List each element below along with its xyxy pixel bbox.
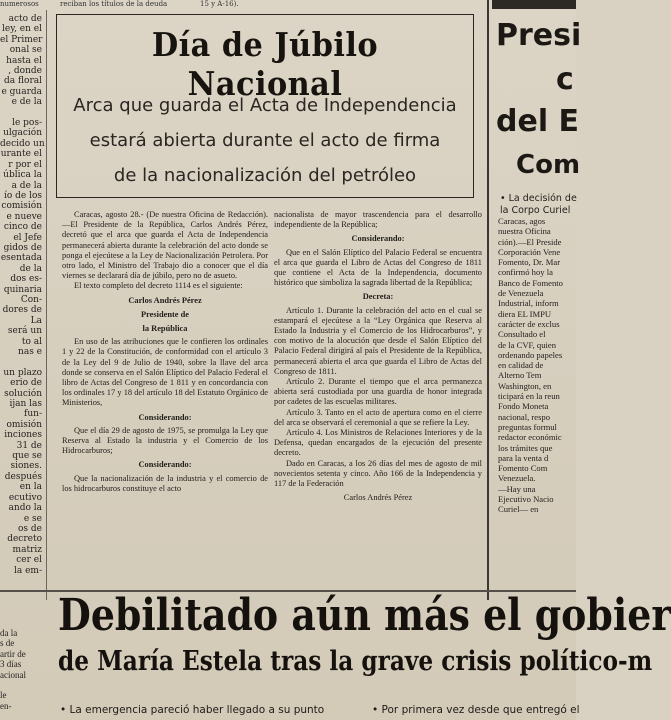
right-headline-1: Presi <box>496 18 582 53</box>
right-column-line: los trámites que <box>498 442 553 453</box>
left-column-line: , donde <box>8 66 42 77</box>
article-subheading: Considerando: <box>351 234 405 244</box>
bottom-headline: Debilitado aún más el gobier <box>58 590 671 641</box>
left-column-line: en la <box>19 482 42 493</box>
article-subheading: la República <box>142 324 188 334</box>
article-subheading: Presidente de <box>141 309 189 319</box>
left-column-line: ley, en el <box>1 24 42 35</box>
top-strip <box>0 0 340 12</box>
left-column-line: siones. <box>10 461 42 472</box>
right-headline-4: Com <box>516 150 581 180</box>
left-column-line <box>0 108 44 118</box>
right-column-line: preguntas formul <box>498 421 557 432</box>
left-lower-line: 3 días <box>0 659 22 670</box>
left-column-line: quinaria <box>3 284 42 295</box>
right-column-line: Industrial, inform <box>498 298 559 309</box>
right-headline-2: c <box>556 62 574 97</box>
left-column-line: da floral <box>4 76 42 87</box>
left-column-line: le pos- <box>12 118 42 129</box>
left-column-line: ública la <box>3 170 42 181</box>
article-subheading: Carlos Andrés Pérez <box>128 295 202 305</box>
right-column-line: Ejecutivo Nacio <box>498 494 554 505</box>
left-column-line: de la <box>19 263 42 274</box>
right-column-line: confirmó hoy la <box>498 267 553 278</box>
left-column-line: después <box>4 471 42 482</box>
left-column-line: solución <box>4 388 42 399</box>
left-column-line: ando la <box>8 503 42 514</box>
article-paragraph: Artículo 1. Durante la celebración del acto en el cual se estampará el ejecútese a la “Ley Orgánica que Reserva al Estado la Industria y el Comercio de los Hidrocarburos”, y con motivo de la alocución que desde el Salón Elíptico del Palacio Federal dirigirá al país el Presidente de la República, permanecerá abierta el arca que guarda el Libro de Actas del Congreso de 1811. <box>274 305 482 376</box>
right-column-line: de Venezuela <box>498 288 544 299</box>
left-column-line: decreto <box>7 534 42 545</box>
right-column-line: Curiel— en <box>498 504 539 515</box>
right-column-line: Alterno Tem <box>498 370 542 381</box>
left-column-line: a de la <box>11 180 42 191</box>
left-column-line: ío de los <box>3 190 42 201</box>
left-lower-column <box>0 628 44 720</box>
right-column-line: para la venta d <box>498 452 549 463</box>
left-column-line: ecutivo <box>8 492 42 503</box>
left-column-line: el Primer <box>0 34 43 45</box>
left-column-line: erio de <box>10 378 42 389</box>
left-column-line: decido un <box>0 138 45 149</box>
headline-subtitle-3: de la nacionalización del petróleo <box>113 165 417 186</box>
right-column-line: —Hay una <box>498 483 536 494</box>
right-column-line: en calidad de <box>498 360 544 371</box>
column-rule <box>46 10 47 600</box>
right-column-line: ordenando papeles <box>498 349 563 360</box>
right-column-line: nacional, respo <box>498 411 551 422</box>
left-lower-line <box>0 680 44 690</box>
headline-subtitle-1: Arca que guarda el Acta de Independencia <box>73 95 457 116</box>
article-paragraph: Caracas, agosto 28.- (De nuestra Oficina de Redacción).—El Presidente de la República, Carlos Andrés Pérez, decretó que el arca que guarda el Acta de Independencia permanecerá abierta durante la celebración del acto donde se ponga el ejecútese a la Ley de Nacionalización Petrolera. Por otro lado, el Ministro del Trabajo dio a conocer que el día viernes se declarará día de júbilo, pero no de asueto. <box>62 210 268 281</box>
left-column-line: r por el <box>8 159 42 170</box>
right-column-line: Banco de Fomento <box>498 277 563 288</box>
left-cut-column <box>0 14 44 599</box>
bottom-bullet-right: • Por primera vez desde que entregó el <box>372 704 580 716</box>
right-headline-3: del E <box>496 104 580 139</box>
left-lower-line: artir de <box>0 648 26 659</box>
right-column-line: carácter de exclus <box>498 318 560 329</box>
left-column-line: hasta el <box>6 55 42 66</box>
left-column-line: la em- <box>13 565 42 576</box>
headline-subtitle-2: estará abierta durante el acto de firma <box>89 130 441 151</box>
bottom-subhead: de María Estela tras la grave crisis político-m <box>58 646 653 677</box>
article-paragraph: Artículo 4. Los Ministros de Relaciones Interiores y de la Defensa, quedan encargados de la ejecución del presente decreto. <box>274 428 482 458</box>
left-column-line: acto de <box>8 14 42 24</box>
left-column-line: dores de <box>2 305 42 316</box>
top-strip-text-2: reciban los títulos de la deuda <box>60 0 168 8</box>
left-column-line: comisión <box>1 201 42 212</box>
right-column-line: Fomento Com <box>498 463 548 474</box>
right-column-line: Venezuela. <box>498 473 536 484</box>
left-column-line: fun- <box>24 409 42 420</box>
left-column-line: será un <box>7 326 42 337</box>
left-column-line: que se <box>12 451 42 462</box>
left-lower-line: da la <box>0 628 18 638</box>
right-column-line: Fomento, Dr. Mar <box>498 257 561 268</box>
article-paragraph: En uso de las atribuciones que le confieren los ordinales 1 y 22 de la Constitución, de conformidad con el artículo 3 de la Ley del 9 de Julio de 1940, sobre la llave del arca donde se conserva en el Salón Elíptico del Palacio Federal el libro de Actas del Congreso de 1 811 y en concordancia con los ordinales 17 y 18 del artículo 18 del Estatuto Orgánico de Ministerios, <box>62 337 268 408</box>
left-column-line: esentada <box>0 253 42 264</box>
article-subheading: Decreta: <box>362 292 394 302</box>
right-column-line: ticipará en la reun <box>498 391 560 402</box>
left-column-line: omisión <box>6 419 42 430</box>
left-lower-line: en- <box>0 700 12 711</box>
right-column-line: Consultado el <box>498 329 546 340</box>
right-column-line: Fondo Moneta <box>498 401 549 412</box>
left-column-line: urante el <box>0 149 42 160</box>
left-lower-line: acional <box>0 669 26 680</box>
right-column-line: Corporación Vene <box>498 246 561 257</box>
right-column-line: Washington, en <box>498 380 552 391</box>
left-column-line: nas e <box>18 347 42 357</box>
bottom-bullet-left: • La emergencia pareció haber llegado a su punto <box>60 704 325 716</box>
headline-box <box>56 14 474 198</box>
right-article-column <box>498 216 578 576</box>
left-column-line: cinco de <box>3 222 42 233</box>
top-strip-text-3: 15 y A-16). <box>200 0 239 8</box>
right-deck: • La decisión de la Corpo Curiel <box>500 193 577 216</box>
left-column-line: cer el <box>16 555 42 566</box>
top-strip-text-1: numerosos <box>0 0 39 8</box>
article-column-1 <box>62 210 268 582</box>
article-paragraph: Que la nacionalización de la industria y el comercio de los hidrocarburos constituye el acto <box>62 473 268 493</box>
left-column-line: 31 de <box>16 440 42 451</box>
right-column-line: Caracas, agos <box>498 216 546 226</box>
left-column-line: ijan las <box>9 399 42 410</box>
right-column-line: redactor económic <box>498 432 562 443</box>
article-paragraph: Artículo 2. Durante el tiempo que el arca permanezca abierta será custodiada por una guardia de honor integrada por cadetes de las escuelas militares. <box>274 377 482 407</box>
headline-title: Día de Júbilo Nacional <box>151 25 379 103</box>
left-column-line: ulgación <box>3 128 42 139</box>
right-top-bar <box>492 0 576 9</box>
left-column-line: onal se <box>9 45 42 56</box>
left-column-line: Con- <box>20 294 42 305</box>
article-subheading: Considerando: <box>138 412 192 422</box>
left-column-line: inciones <box>4 430 42 441</box>
right-column-line: nuestra Oficina <box>498 226 551 237</box>
right-column-line: diera EL IMPU <box>498 308 552 319</box>
left-column-line: La <box>30 315 42 326</box>
left-column-line: gidos de <box>3 242 42 253</box>
right-column-rule <box>487 0 489 600</box>
article-paragraph: Que el día 29 de agosto de 1975, se promulga la Ley que Reserva al Estado la industria y el Comercio de los Hidrocarburos; <box>62 425 268 456</box>
left-lower-line: le <box>0 690 7 701</box>
right-column-line: de la CVF, quien <box>498 339 557 350</box>
left-column-line: e guarda <box>1 86 42 97</box>
left-column-line: matriz <box>12 544 42 555</box>
article-paragraph: nacionalista de mayor trascendencia para el desarrollo independiente de la República; <box>274 210 482 230</box>
left-column-line: e de la <box>11 97 42 108</box>
article-column-2 <box>274 210 482 582</box>
article-paragraph: Dado en Caracas, a los 26 días del mes de agosto de mil novecientos setenta y cinco. Año 166 de la Independencia y 117 de la Federación <box>274 458 482 489</box>
left-column-line: e nueve <box>6 211 42 222</box>
left-column-line <box>0 357 44 367</box>
left-column-line: el Jefe <box>13 232 42 243</box>
right-column-line: ción).—El Preside <box>498 236 562 247</box>
left-column-line: os de <box>18 523 42 534</box>
left-column-line: dos es- <box>10 274 42 285</box>
article-paragraph: Artículo 3. Tanto en el acto de apertura como en el cierre del arca se observará el ceremonial a que se refiere la Ley. <box>274 407 482 427</box>
left-column-line: e se <box>23 513 42 524</box>
left-lower-line: s de <box>0 638 15 649</box>
article-paragraph: Que en el Salón Elíptico del Palacio Federal se encuentra el arca que guarda el Libro de Actas del Congreso de 1811 que contiene el Acta de la Independencia, documento histórico que simboliza la sagrada libertad de la República; <box>274 247 482 288</box>
left-column-line: to al <box>21 336 42 347</box>
article-subheading: Considerando: <box>138 460 192 470</box>
article-subheading: Carlos Andrés Pérez <box>343 493 413 503</box>
article-paragraph: El texto completo del decreto 1114 es el siguiente: <box>74 281 243 291</box>
left-column-line: un plazo <box>3 367 42 378</box>
